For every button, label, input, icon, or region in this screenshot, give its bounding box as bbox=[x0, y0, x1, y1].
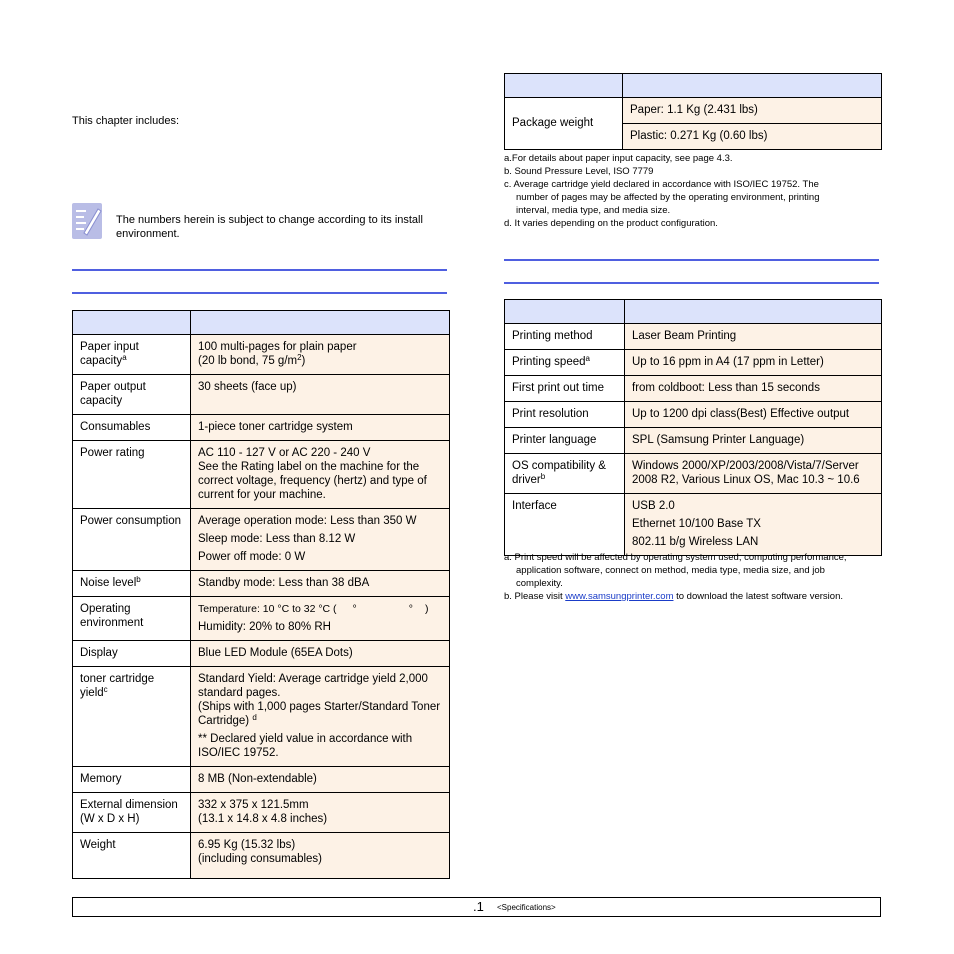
footnotes-printing bbox=[504, 551, 889, 603]
footnote: number of pages may be affected by the operating environment, printing bbox=[516, 192, 820, 203]
table-header-row bbox=[505, 74, 882, 98]
row-value: 1-piece toner cartridge system bbox=[198, 421, 353, 433]
row-label: Display bbox=[80, 647, 118, 659]
section-rule bbox=[72, 292, 447, 294]
row-value: 6.95 Kg (15.32 lbs) bbox=[198, 839, 296, 851]
page-number: .1 bbox=[473, 899, 484, 914]
row-label: Print resolution bbox=[512, 408, 589, 420]
row-label: Power consumption bbox=[80, 515, 181, 527]
row-label: Printing speed bbox=[512, 356, 586, 368]
table-row bbox=[505, 402, 882, 428]
degree-mark: ° bbox=[408, 603, 413, 615]
row-value: ) bbox=[301, 355, 306, 367]
row-value: Up to 16 ppm in A4 (17 ppm in Letter) bbox=[632, 356, 824, 368]
footnote-mark: c bbox=[103, 685, 108, 694]
footnote-mark: a bbox=[122, 353, 127, 362]
row-value: See the Rating label on the machine for the correct voltage, frequency (hertz) and type of current for your machine. bbox=[198, 461, 427, 501]
row-value: Average operation mode: Less than 350 W bbox=[198, 515, 417, 527]
intro-text: This chapter includes: bbox=[72, 115, 179, 127]
table-row bbox=[505, 428, 882, 454]
row-label: Package weight bbox=[512, 117, 594, 129]
row-value: 30 sheets (face up) bbox=[198, 381, 297, 393]
note-text: The numbers herein is subject to change according to its install environment. bbox=[116, 214, 423, 240]
row-label: External dimension (W x D x H) bbox=[80, 799, 178, 825]
table-row bbox=[73, 441, 450, 509]
row-label: Consumables bbox=[80, 421, 151, 433]
row-value: USB 2.0 bbox=[632, 500, 675, 512]
table-row bbox=[73, 509, 450, 571]
footnote: a. Print speed will be affected by operating system used, computing performance, bbox=[504, 552, 847, 563]
footnote-mark: b bbox=[136, 575, 141, 584]
footnote: d. It varies depending on the product configuration. bbox=[504, 218, 718, 229]
section-rule bbox=[504, 259, 879, 261]
row-value: (Ships with 1,000 pages Starter/Standard Toner Cartridge) bbox=[198, 701, 441, 727]
row-value: 332 x 375 x 121.5mm bbox=[198, 799, 309, 811]
table-row bbox=[505, 324, 882, 350]
footnote: application software, connect on method, media type, media size, and job bbox=[516, 565, 825, 576]
footnote-mark: a bbox=[585, 354, 590, 363]
printing-specs-table bbox=[504, 299, 882, 556]
general-specs-table bbox=[72, 310, 450, 879]
footnote-mark: d bbox=[252, 713, 257, 722]
row-value: ** Declared yield value in accordance with ISO/IEC 19752. bbox=[198, 733, 413, 759]
table-row bbox=[505, 494, 882, 556]
table-row bbox=[505, 376, 882, 402]
row-value: AC 110 - 127 V or AC 220 - 240 V bbox=[198, 447, 371, 459]
row-label: Printer language bbox=[512, 434, 597, 446]
row-value: (13.1 x 14.8 x 4.8 inches) bbox=[198, 813, 328, 825]
row-value: Standard Yield: Average cartridge yield 2,000 standard pages. bbox=[198, 673, 428, 699]
samsung-printer-link[interactable]: www.samsungprinter.com bbox=[565, 591, 674, 602]
footnote: b. Sound Pressure Level, ISO 7779 bbox=[504, 166, 654, 177]
row-label: Noise level bbox=[80, 577, 137, 589]
table-row bbox=[73, 375, 450, 415]
section-name: <Specifications> bbox=[497, 903, 556, 912]
row-value: Blue LED Module (65EA Dots) bbox=[198, 647, 353, 659]
table-row bbox=[73, 641, 450, 667]
table-row bbox=[73, 667, 450, 767]
row-value: Sleep mode: Less than 8.12 W bbox=[198, 533, 356, 545]
table-row bbox=[73, 335, 450, 375]
row-value: Laser Beam Printing bbox=[632, 330, 737, 342]
table-row bbox=[505, 350, 882, 376]
footnote: to download the latest software version. bbox=[673, 591, 843, 602]
footnotes-general bbox=[504, 152, 884, 230]
row-value: Power off mode: 0 W bbox=[198, 551, 306, 563]
row-value: Ethernet 10/100 Base TX bbox=[632, 518, 761, 530]
row-label: toner cartridge yield bbox=[80, 673, 155, 699]
footnote: complexity. bbox=[516, 578, 563, 589]
row-label: Paper input capacity bbox=[80, 341, 139, 367]
section-rule bbox=[504, 282, 879, 284]
row-value: (including consumables) bbox=[198, 853, 323, 865]
row-value: Humidity: 20% to 80% RH bbox=[198, 621, 331, 633]
footnote: b. Please visit bbox=[504, 591, 566, 602]
row-label: Memory bbox=[80, 773, 122, 785]
footnote: interval, media type, and media size. bbox=[516, 205, 671, 216]
row-value: Temperature: 10 °C to 32 °C ( bbox=[198, 603, 337, 615]
row-value: SPL (Samsung Printer Language) bbox=[632, 434, 805, 446]
row-label: OS compatibility & driver bbox=[512, 460, 606, 486]
table-row bbox=[73, 415, 450, 441]
footnote: a.For details about paper input capacity, see page 4.3. bbox=[504, 153, 733, 164]
table-row bbox=[73, 833, 450, 879]
row-value: 100 multi-pages for plain paper bbox=[198, 341, 357, 353]
row-value: Windows 2000/XP/2003/2008/Vista/7/Server 2008 R2, Various Linux OS, Mac 10.3 ~ 10.6 bbox=[632, 460, 860, 486]
footnote: c. Average cartridge yield declared in accordance with ISO/IEC 19752. The bbox=[504, 179, 819, 190]
degree-mark: ° bbox=[352, 603, 357, 615]
row-label: Paper output capacity bbox=[80, 381, 146, 407]
row-value: ) bbox=[424, 603, 429, 615]
row-label: Weight bbox=[80, 839, 116, 851]
table-row bbox=[505, 98, 882, 124]
row-value: from coldboot: Less than 15 seconds bbox=[632, 382, 820, 394]
row-value: Standby mode: Less than 38 dBA bbox=[198, 577, 370, 589]
row-label: Operating environment bbox=[80, 603, 144, 629]
section-rule bbox=[72, 269, 447, 271]
table-row bbox=[505, 454, 882, 494]
table-row bbox=[73, 793, 450, 833]
row-value: 8 MB (Non-extendable) bbox=[198, 773, 317, 785]
package-weight-table bbox=[504, 73, 882, 150]
note-pencil-icon bbox=[72, 203, 102, 239]
row-label: Power rating bbox=[80, 447, 145, 459]
table-row bbox=[73, 597, 450, 641]
row-label: Interface bbox=[512, 500, 557, 512]
table-header-row bbox=[505, 300, 882, 324]
superscript: 2 bbox=[297, 353, 302, 362]
row-label: First print out time bbox=[512, 382, 605, 394]
table-header-row bbox=[73, 311, 450, 335]
row-value: Up to 1200 dpi class(Best) Effective output bbox=[632, 408, 850, 420]
row-value: Paper: 1.1 Kg (2.431 lbs) bbox=[630, 104, 758, 116]
page-footer bbox=[72, 897, 881, 917]
row-label: Printing method bbox=[512, 330, 593, 342]
table-row bbox=[73, 571, 450, 597]
row-value: Plastic: 0.271 Kg (0.60 lbs) bbox=[630, 130, 768, 142]
row-value: (20 lb bond, 75 g/m bbox=[198, 355, 298, 367]
footnote-mark: b bbox=[540, 472, 546, 481]
row-value: 802.11 b/g Wireless LAN bbox=[632, 536, 759, 548]
table-row bbox=[73, 767, 450, 793]
